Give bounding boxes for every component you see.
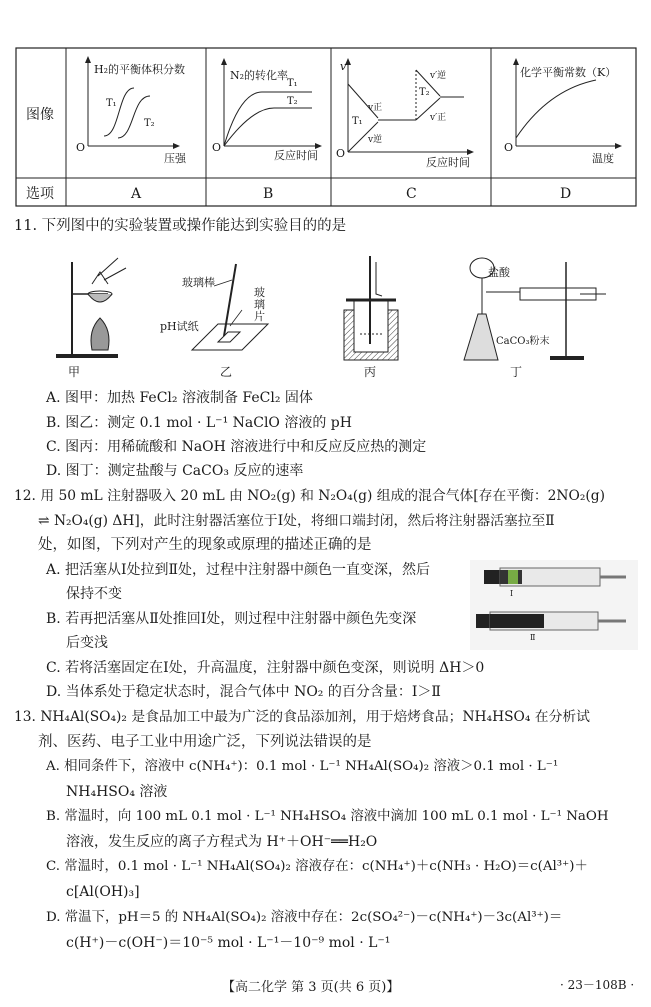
graph-a-origin: O <box>76 141 86 154</box>
graph-a-title: H₂的平衡体积分数 <box>94 63 186 76</box>
q12-stem-line2: ⇌ N₂O₄(g) ΔH]，此时注射器活塞位于Ⅰ处，将细口端封闭，然后将注射器活塞拉至Ⅱ <box>38 513 555 529</box>
q12-option-a-line2: 保持不变 <box>66 586 122 602</box>
graph-c-t2: T₂ <box>419 87 430 98</box>
q11-apparatus <box>0 244 651 384</box>
apparatus-jia <box>56 258 126 379</box>
q11-option-b: B. 图乙：测定 0.1 mol · L⁻¹ NaClO 溶液的 pH <box>46 415 352 431</box>
apparatus-ding <box>464 258 606 379</box>
label-jia: 甲 <box>68 365 81 379</box>
q13-option-d-line1: D. 常温下，pH＝5 的 NH₄Al(SO₄)₂ 溶液中存在：2c(SO₄²⁻)－c(NH₄⁺)－3c(Al³⁺)＝ <box>46 910 563 925</box>
q11-option-c: C. 图丙：用稀硫酸和 NaOH 溶液进行中和反应反应热的测定 <box>46 439 427 455</box>
q13-option-c-line1: C. 常温时，0.1 mol · L⁻¹ NH₄Al(SO₄)₂ 溶液存在：c(NH₄⁺)＋c(NH₃ · H₂O)＝c(Al³⁺)＋ <box>46 859 588 874</box>
q12-option-a-line1: A. 把活塞从Ⅰ处拉到Ⅱ处，过程中注射器中颜色一直变深，然后 <box>46 562 431 578</box>
option-d-label: D <box>560 186 572 202</box>
graph-a <box>76 56 187 165</box>
glass-plate-char-1: 玻 <box>254 286 265 299</box>
graph-b-t1: T₁ <box>287 78 298 89</box>
graph-d-xlabel: 温度 <box>592 152 614 165</box>
q11-option-a: A. 图甲：加热 FeCl₂ 溶液制备 FeCl₂ 固体 <box>46 390 313 406</box>
graph-c <box>336 58 474 169</box>
label-glass-rod: 玻璃棒 <box>182 276 215 289</box>
label-hcl: 盐酸 <box>488 266 510 279</box>
graph-a-xlabel: 压强 <box>164 152 186 165</box>
graph-d-origin: O <box>504 141 514 154</box>
q13-option-b-line1: B. 常温时，向 100 mL 0.1 mol · L⁻¹ NH₄HSO₄ 溶液中滴加 100 mL 0.1 mol · L⁻¹ NaOH <box>46 809 609 824</box>
row-label-option: 选项 <box>26 186 54 202</box>
graph-c-xlabel: 反应时间 <box>426 156 470 169</box>
graph-b-title: N₂的转化率 <box>230 69 289 82</box>
label-ding: 丁 <box>510 365 523 379</box>
option-a-label: A <box>131 186 142 202</box>
graph-d <box>504 58 622 165</box>
q13-option-c-line2: c[Al(OH)₃] <box>66 884 140 900</box>
graph-c-t1: T₁ <box>352 116 363 127</box>
syringe-1-label: Ⅰ <box>510 589 514 598</box>
footer-page-info: 【高二化学 第 3 页(共 6 页)】 <box>222 980 400 995</box>
q12-option-b-line1: B. 若再把活塞从Ⅱ处推回Ⅰ处，则过程中注射器中颜色先变深 <box>46 611 417 627</box>
graph-table <box>0 0 651 210</box>
q13-option-a-line1: A. 相同条件下，溶液中 c(NH₄⁺)：0.1 mol · L⁻¹ NH₄Al(SO₄)₂ 溶液＞0.1 mol · L⁻¹ <box>46 759 559 774</box>
graph-d-title: 化学平衡常数（K） <box>520 66 617 79</box>
q13-option-a-line2: NH₄HSO₄ 溶液 <box>66 784 168 800</box>
q12-option-b-line2: 后变浅 <box>66 635 108 651</box>
q13-stem-line1: 13. NH₄Al(SO₄)₂ 是食品加工中最为广泛的食品添加剂，用于焙烤食品；NH₄HSO₄ 在分析试 <box>14 709 590 725</box>
label-yi: 乙 <box>220 365 233 379</box>
label-bing: 丙 <box>364 365 377 379</box>
graph-b-xlabel: 反应时间 <box>274 149 318 162</box>
graph-c-vfwd: v正 <box>368 103 383 113</box>
graph-c-vfwd2: v′逆 <box>430 71 447 81</box>
q12-stem-line1: 12. 用 50 mL 注射器吸入 20 mL 由 NO₂(g) 和 N₂O₄(g) 组成的混合气体[存在平衡：2NO₂(g) <box>14 488 605 504</box>
syringe-2-label: Ⅱ <box>530 633 536 642</box>
option-c-label: C <box>406 186 417 202</box>
option-b-label: B <box>263 186 274 202</box>
graph-b <box>212 58 322 162</box>
glass-plate-char-2: 璃 <box>254 298 265 311</box>
q12-option-c: C. 若将活塞固定在Ⅰ处，升高温度，注射器中颜色变深，则说明 ΔH＞0 <box>46 660 485 676</box>
graph-c-vrev2: v′正 <box>430 113 447 123</box>
q13-stem-line2: 剂、医药、电子工业中用途广泛，下列说法错误的是 <box>38 734 372 750</box>
graph-b-origin: O <box>212 141 222 154</box>
graph-c-origin: O <box>336 147 346 160</box>
graph-b-t2: T₂ <box>287 96 298 107</box>
apparatus-yi <box>160 264 268 379</box>
graph-a-t2: T₂ <box>144 118 155 129</box>
apparatus-bing <box>344 256 398 379</box>
q12-option-d: D. 当体系处于稳定状态时，混合气体中 NO₂ 的百分含量：Ⅰ＞Ⅱ <box>46 684 441 700</box>
graph-a-t1: T₁ <box>106 98 117 109</box>
label-ph-paper: pH试纸 <box>160 320 199 333</box>
q13-option-b-line2: 溶液，发生反应的离子方程式为 H⁺＋OH⁻══H₂O <box>66 834 378 850</box>
row-label-image: 图像 <box>26 107 54 123</box>
q11-stem: 11. 下列图中的实验装置或操作能达到实验目的的是 <box>14 218 347 234</box>
label-caco3: CaCO₃粉末 <box>496 336 550 347</box>
graph-c-vrev: v逆 <box>368 135 383 145</box>
q13-option-d-line2: c(H⁺)－c(OH⁻)＝10⁻⁵ mol · L⁻¹－10⁻⁹ mol · L⁻¹ <box>66 935 391 951</box>
footer-code: · 23－108B · <box>560 978 635 992</box>
q12-stem-line3: 处，如图，下列对产生的现象或原理的描述正确的是 <box>38 537 372 553</box>
glass-plate-char-3: 片 <box>254 310 265 323</box>
q11-option-d: D. 图丁：测定盐酸与 CaCO₃ 反应的速率 <box>46 463 304 479</box>
graph-c-ylabel: v <box>340 60 347 73</box>
syringe-photo <box>470 560 638 650</box>
